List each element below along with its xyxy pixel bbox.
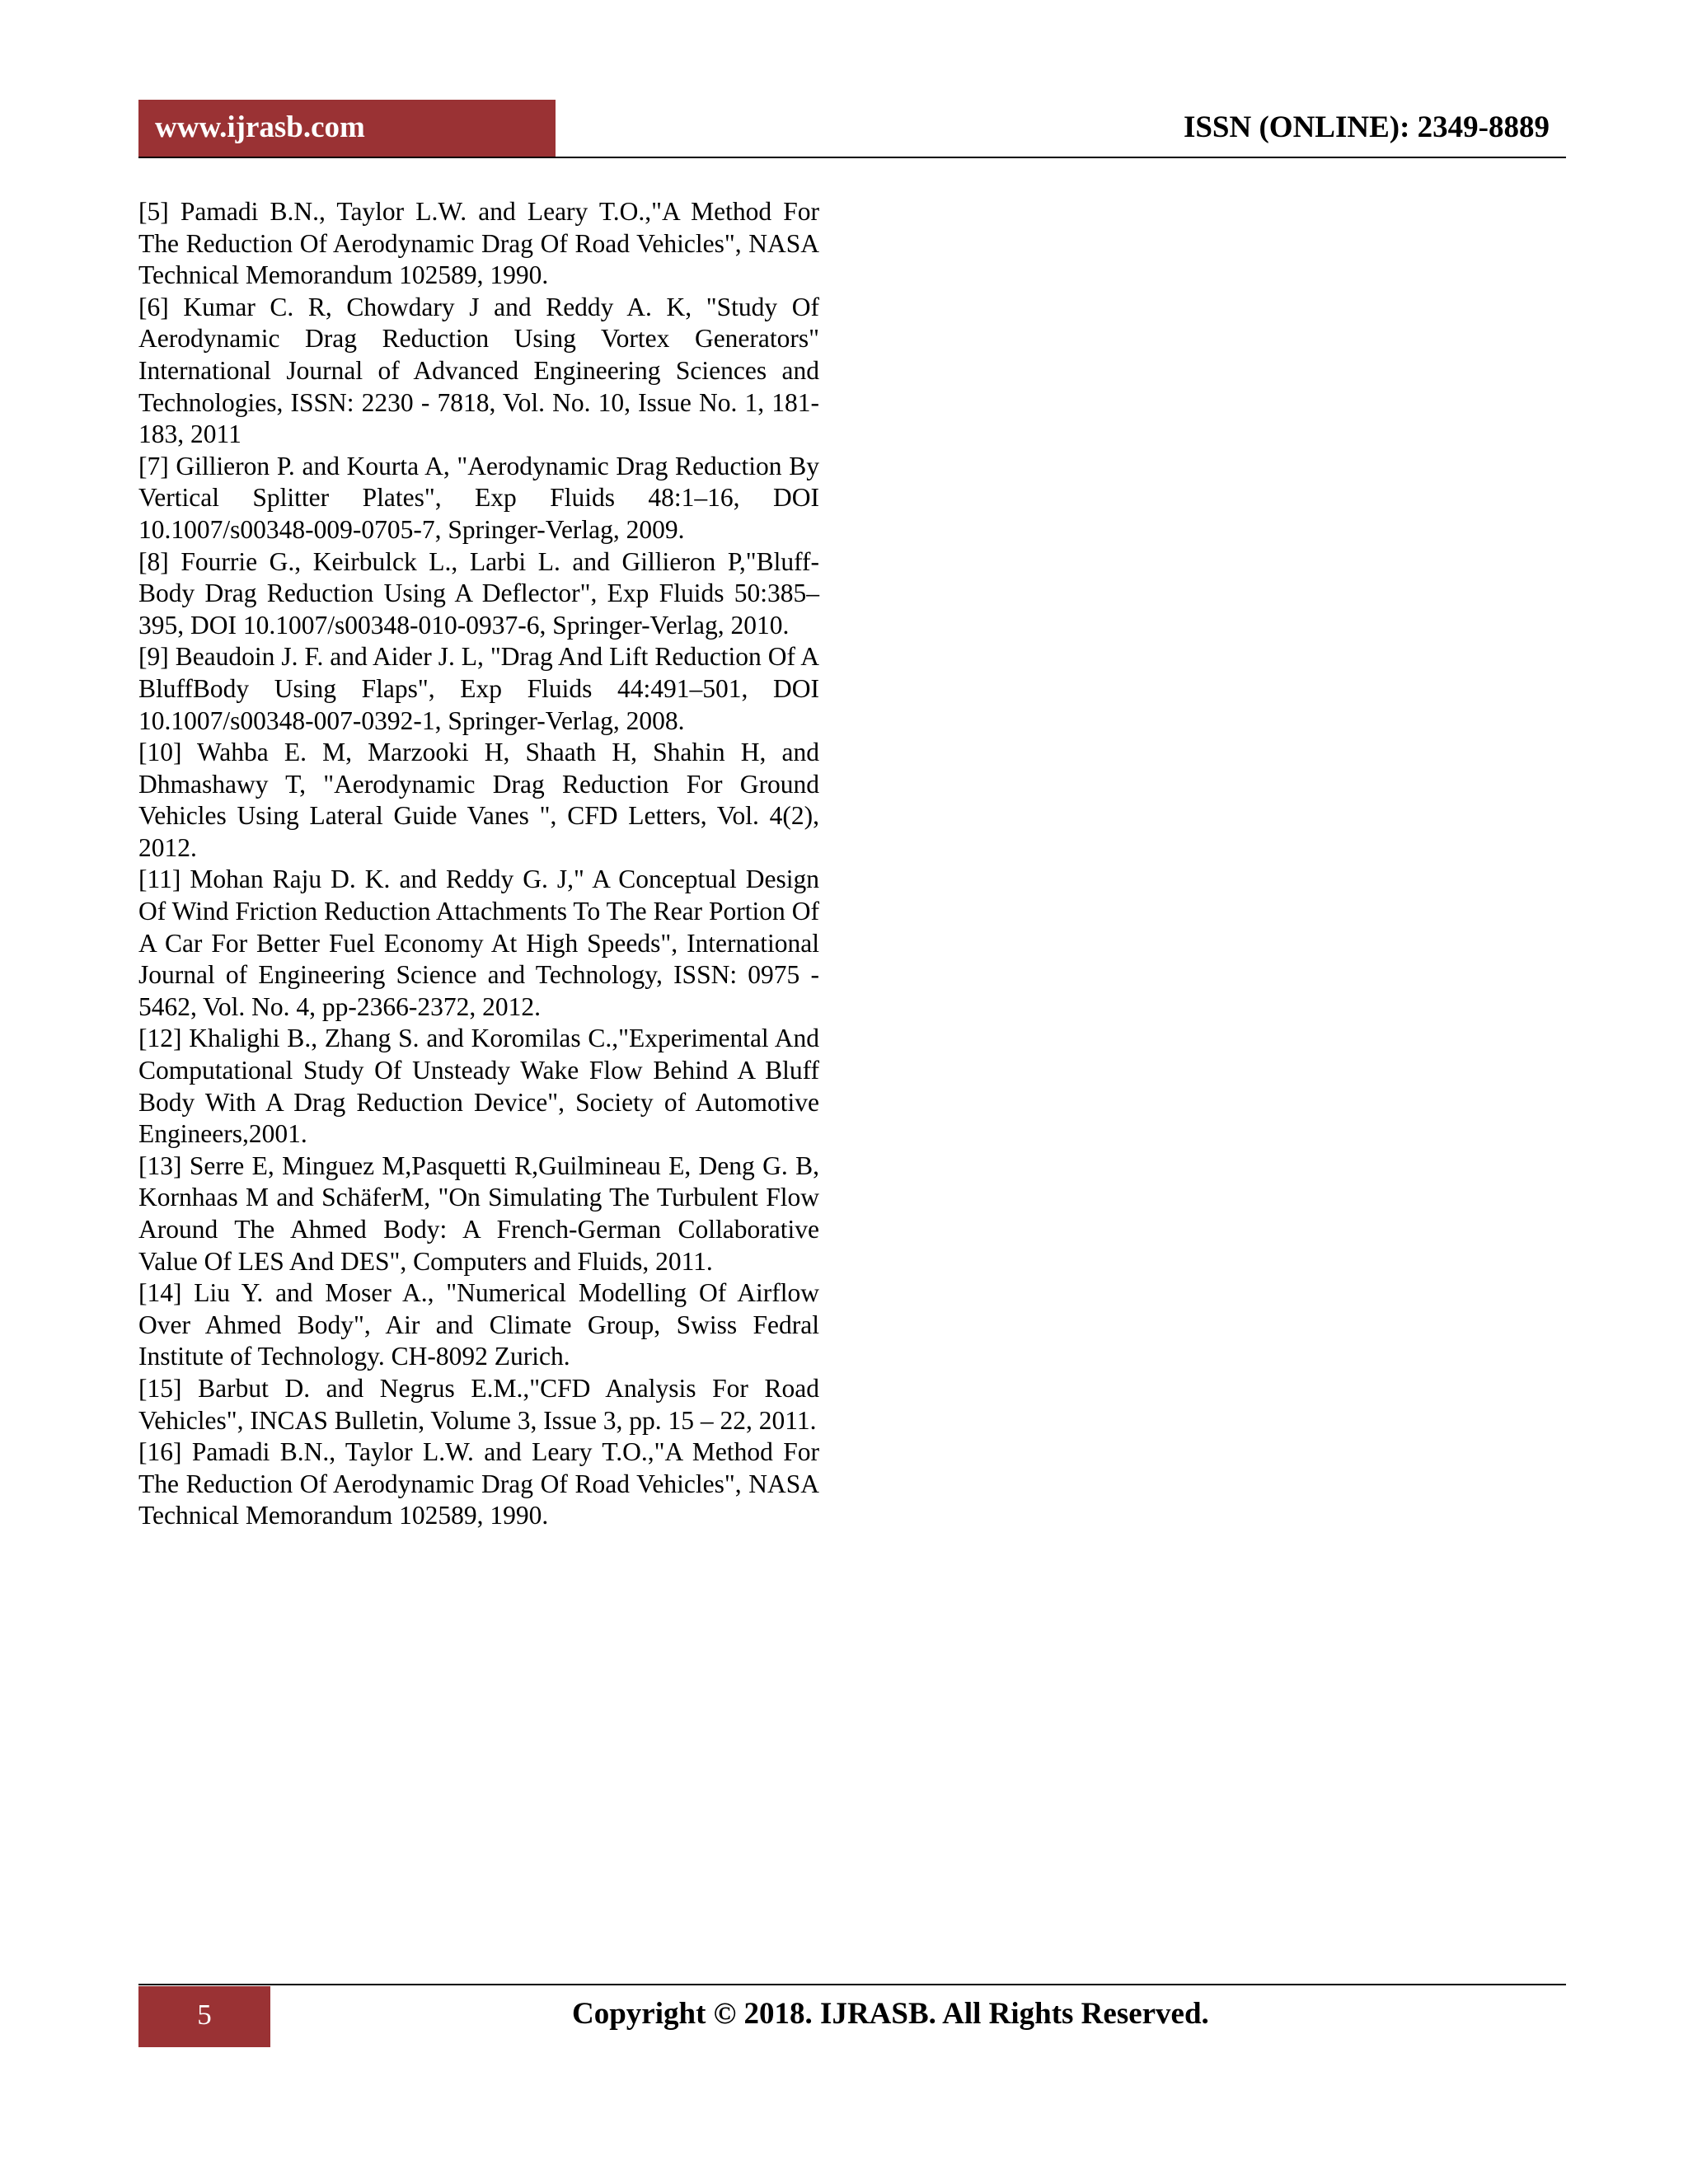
reference-item: [11] Mohan Raju D. K. and Reddy G. J," A Conceptual Design Of Wind Friction Reduction Attachments To The Rear Portion Of A Car For Better Fuel Economy At High Speeds", International Journal of Engineering Science and Technology, ISSN: 0975 - 5462, Vol. No. 4, pp-2366-2372, 2012. [138,865,819,1021]
reference-item: [7] Gillieron P. and Kourta A, "Aerodynamic Drag Reduction By Vertical Splitter Plates", Exp Fluids 48:1–16, DOI 10.1007/s00348-009-0705-7, Springer-Verlag, 2009. [138,451,819,544]
journal-issn: ISSN (ONLINE): 2349-8889 [1183,110,1550,144]
footer-divider [138,1984,1566,1985]
reference-item: [15] Barbut D. and Negrus E.M.,"CFD Analysis For Road Vehicles", INCAS Bulletin, Volume 3, Issue 3, pp. 15 – 22, 2011. [138,1373,819,1435]
reference-item: [5] Pamadi B.N., Taylor L.W. and Leary T.O.,"A Method For The Reduction Of Aerodynamic Drag Of Road Vehicles", NASA Technical Memorandum 102589, 1990. [138,197,819,290]
reference-item: [9] Beaudoin J. F. and Aider J. L, "Drag And Lift Reduction Of A BluffBody Using Flaps", Exp Fluids 44:491–501, DOI 10.1007/s00348-007-0392-1, Springer-Verlag, 2008. [138,642,819,735]
header-divider [138,157,1566,158]
reference-item: [13] Serre E, Minguez M,Pasquetti R,Guilmineau E, Deng G. B, Kornhaas M and SchäferM, "On Simulating The Turbulent Flow Around The Ahmed Body: A French-German Collaborative Value Of LES And DES", Computers and Fluids, 2011. [138,1151,819,1276]
reference-item: [8] Fourrie G., Keirbulck L., Larbi L. and Gillieron P,"Bluff-Body Drag Reduction Using A Deflector", Exp Fluids 50:385–395, DOI 10.1007/s00348-010-0937-6, Springer-Verlag, 2010. [138,546,819,640]
copyright-notice: Copyright © 2018. IJRASB. All Rights Reserved. [572,1997,1209,2031]
journal-website: www.ijrasb.com [155,110,365,144]
reference-item: [12] Khalighi B., Zhang S. and Koromilas C.,"Experimental And Computational Study Of Unsteady Wake Flow Behind A Bluff Body With A Drag Reduction Device", Society of Automotive Engineers,2001. [138,1024,819,1149]
reference-list [138,196,819,1532]
page-number: 5 [197,1999,212,2031]
reference-item: [10] Wahba E. M, Marzooki H, Shaath H, Shahin H, and Dhmashawy T, "Aerodynamic Drag Reduction For Ground Vehicles Using Lateral Guide Vanes ", CFD Letters, Vol. 4(2), 2012. [138,738,819,862]
reference-item: [16] Pamadi B.N., Taylor L.W. and Leary T.O.,"A Method For The Reduction Of Aerodynamic Drag Of Road Vehicles", NASA Technical Memorandum 102589, 1990. [138,1437,819,1530]
reference-item: [6] Kumar C. R, Chowdary J and Reddy A. K, "Study Of Aerodynamic Drag Reduction Using Vortex Generators" International Journal of Advanced Engineering Sciences and Technologies, ISSN: 2230 - 7818, Vol. No. 10, Issue No. 1, 181-183, 2011 [138,292,819,449]
reference-item: [14] Liu Y. and Moser A., "Numerical Modelling Of Airflow Over Ahmed Body", Air and Climate Group, Swiss Fedral Institute of Technology. CH-8092 Zurich. [138,1278,819,1371]
